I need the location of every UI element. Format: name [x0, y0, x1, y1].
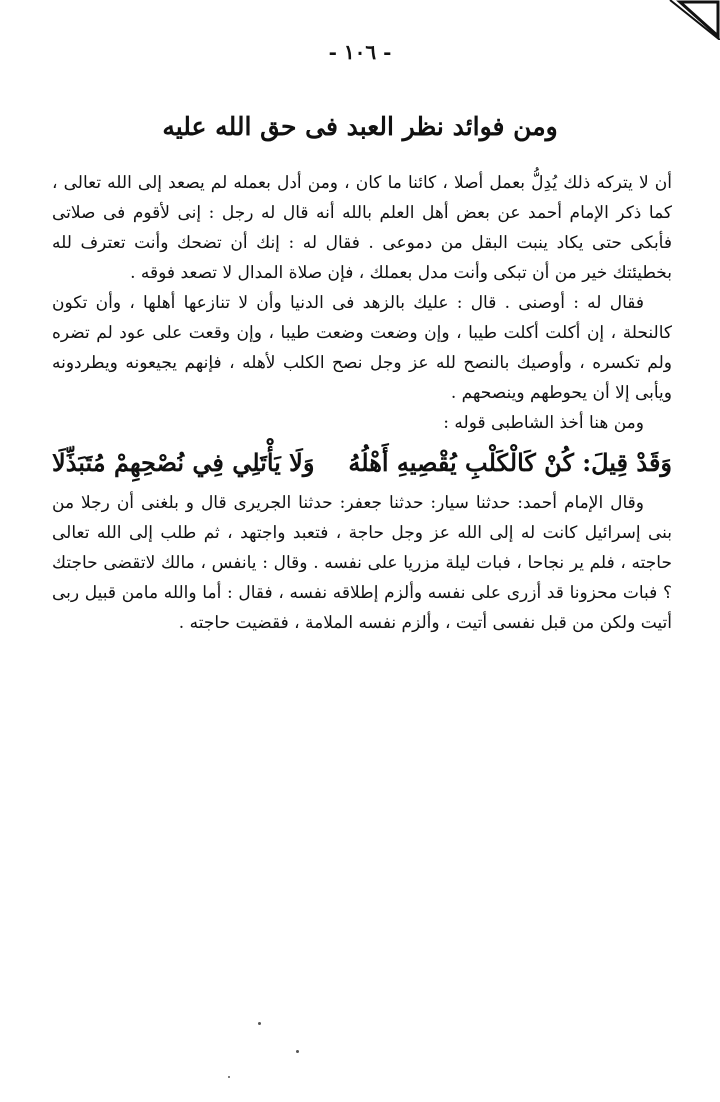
print-speck: [228, 1076, 230, 1078]
section-title: ومن فوائد نظر العبد فى حق الله عليه: [162, 112, 558, 141]
page-corner-mark: [660, 0, 720, 40]
page-number: - ١٠٦ -: [328, 40, 392, 64]
poem-hemistich-1: وَقَدْ قِيلَ: كُنْ كَالْكَلْبِ يُقْصِيهِ أَهْلُهُ: [348, 448, 672, 477]
print-speck: [296, 1050, 299, 1053]
poem-hemistich-2: وَلَا يَأْتَلِي فِي نُصْحِهِمْ مُتَبَذِّلَا: [52, 448, 315, 477]
paragraph-4: وقال الإمام أحمد: حدثنا سيار: حدثنا جعفر: حدثنا الجريرى قال و بلغنى أن رجلا من بنى إسرائيل كانت له إلى الله عز وجل حاجة ، فتعبد واجتهد ، ثم طلب إلى الله تعالى حاجته ، فلم ير نجاحا ، فبات ليلة مزريا على نفسه . وقال : يانفس ، مالك لاتقضى حاجتك ؟ فبات محزونا قد أزرى على نفسه وألزم إطلاقه نفسه ، فقال : أما والله مامن قبيل ربى أتيت ولكن من قبل نفسى أتيت ، وألزم نفسه الملامة ، فقضيت حاجته .: [52, 493, 672, 633]
paragraph-1: أن لا يتركه ذلك يُدِلُّ بعمل أصلا ، كائنا ما كان ، ومن أدل بعمله لم يصعد إلى الله تعالى ، كما ذكر الإمام أحمد عن بعض أهل العلم بالله أنه قال له رجل : إنى لأقوم فى صلاتى فأبكى حتى يكاد ينبت البقل من دموعى . فقال له : إنك أن تضحك وأنت تعترف لله بخطيئتك خير من أن تبكى وأنت مدل بعملك ، فإن صلاة المدال لا تصعد فوقه .: [52, 173, 672, 283]
poem-verse: [52, 440, 672, 486]
page-body: [52, 168, 672, 638]
paragraph-2: فقال له : أوصنى . قال : عليك بالزهد فى الدنيا وأن لا تنازعها أهلها ، وأن تكون كالنحلة ، إن أكلت أكلت طيبا ، وإن وضعت وضعت طيبا ، وإن وقعت على عود لم تضره ولم تكسره ، وأوصيك بالنصح لله عز وجل نصح الكلب لأهله ، فإنهم يجيعونه ويطردونه ويأبى إلا أن يحوطهم وينصحهم .: [52, 293, 672, 403]
print-speck: [258, 1022, 261, 1025]
paragraph-3: ومن هنا أخذ الشاطبى قوله :: [443, 413, 644, 433]
